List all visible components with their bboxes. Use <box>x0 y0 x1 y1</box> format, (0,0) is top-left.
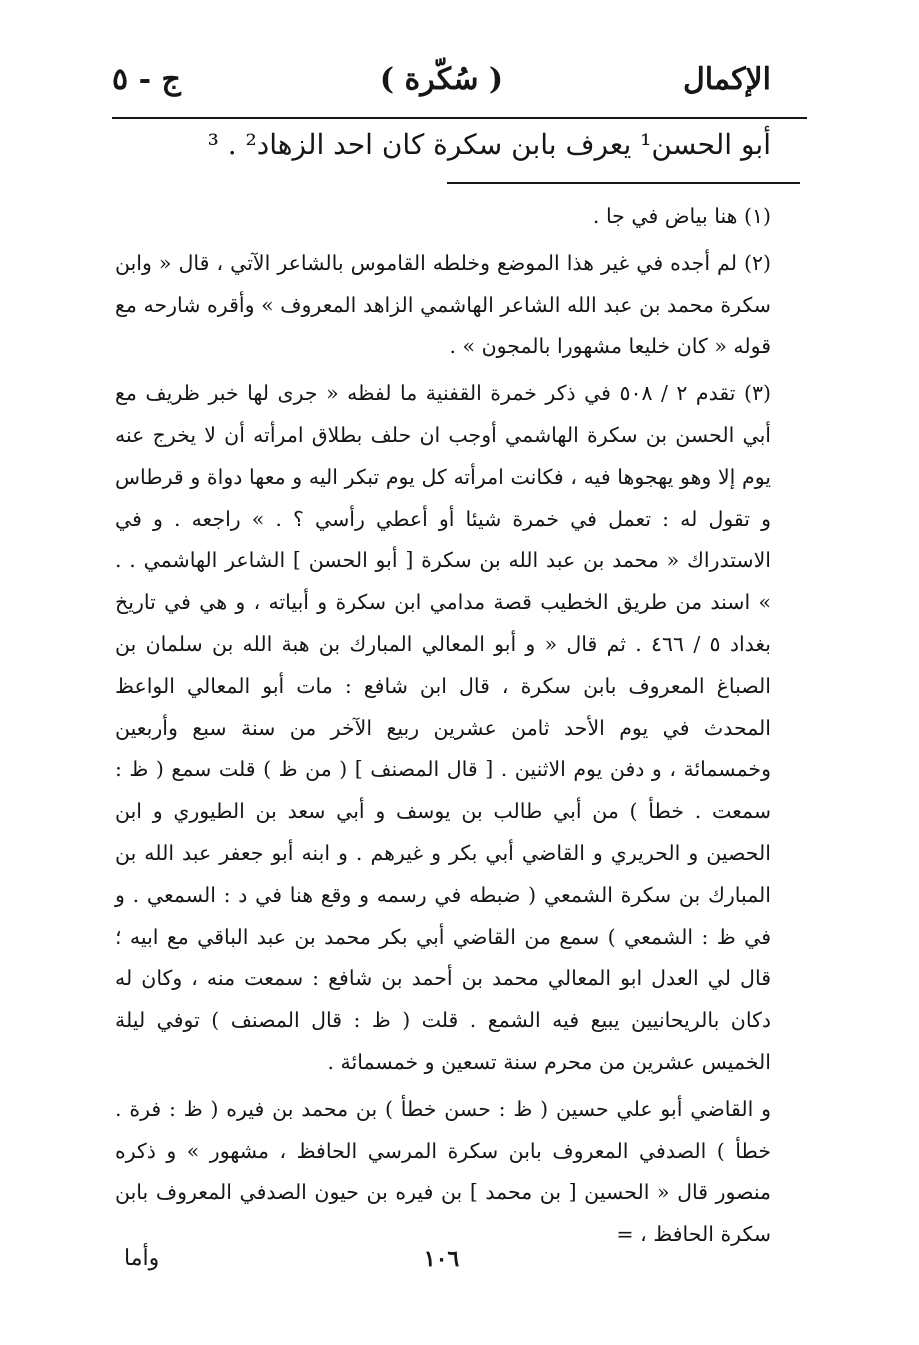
main-text: أبو الحسن¹ يعرف بابن سكرة كان احد الزهاد² . ³ <box>207 128 771 161</box>
header-rule <box>112 117 807 119</box>
volume-label: ج - ٥ <box>112 62 181 97</box>
entry-title: ( سُكّرة ) <box>379 62 504 97</box>
footnote-1: (١) هنا بياض في جا . <box>592 204 771 228</box>
running-header <box>112 56 771 104</box>
catchword: وأما <box>124 1246 160 1271</box>
book-title: الإكمال <box>682 62 771 97</box>
footnote-3-continued: و القاضي أبو علي حسين ( ظ : حسن خطأ ) بن محمد بن فيره ( ظ : فرة . خطأ ) الصدفي المعروف بابن سكرة المرسي الحافظ ، مشهور » و ذكره منصور قال « الحسين [ بن محمد ] بن فيره بن حيون الصدفي المعروف بابن سكرة الحافظ ، = <box>115 1096 771 1247</box>
page-number: ١٠٦ <box>423 1246 460 1272</box>
footnote-2: (٢) لم أجده في غير هذا الموضع وخلطه القاموس بالشاعر الآتي ، قال « وابن سكرة محمد بن عبد الله الشاعر الهاشمي الزاهد المعروف » وأقره شارحه مع قوله « كان خليعا مشهورا بالمجون » . <box>115 250 771 359</box>
page-footer <box>112 1246 771 1286</box>
footnotes <box>115 196 771 1261</box>
footnote-3: (٣) تقدم ٢ / ٥٠٨ في ذكر خمرة القفنية ما لفظه « جرى لها خبر ظريف مع أبي الحسن بن سكرة الهاشمي أوجب ان حلف بطلاق امرأته أن لا يخرج عنه يوم إلا وهو يهجوها فيه ، فكانت امرأته كل يوم تبكر اليه و معها دواة و قرطاس و تقول له : تعمل في خمرة شيئا أو أعطي رأسي ؟ . » راجعه . و في الاستدراك « محمد بن عبد الله بن سكرة [ أبو الحسن ] الشاعر الهاشمي . . » اسند من طريق الخطيب قصة مدامي ابن سكرة و أبياته ، و هي في تاريخ بغداد ٥ / ٤٦٦ . ثم قال « و أبو المعالي المبارك بن هبة الله بن سلمان بن الصباغ المعروف بابن سكرة ، قال ابن شافع : مات أبو المعالي الواعظ المحدث في يوم الأحد ثامن عشرين ربيع الآخر من سنة سبع وأربعين وخمسمائة ، و دفن يوم الاثنين . [ قال المصنف ] ( من ظ ) قلت سمع ( ظ : سمعت . خطأ ) من أبي طالب بن يوسف و أبي سعد بن الطيوري و ابن الحصين و الحريري و القاضي أبي بكر و غيرهم . و ابنه أبو جعفر عبد الله بن المبارك بن سكرة الشمعي ( ضبطه في رسمه و وقع هنا في د : السمعي . و في ظ : الشمعي ) سمع من القاضي أبي بكر محمد بن عبد الباقي مع ابيه ؛ قال لي العدل ابو المعالي محمد بن أحمد بن شافع : سمعت منه ، وكان له دكان بالريحانيين يبيع فيه الشمع . قلت ( ظ : قال المصنف ) توفي ليلة الخميس عشرين من محرم سنة تسعين و خمسمائة . <box>115 381 771 1074</box>
footnote-separator <box>447 182 800 184</box>
